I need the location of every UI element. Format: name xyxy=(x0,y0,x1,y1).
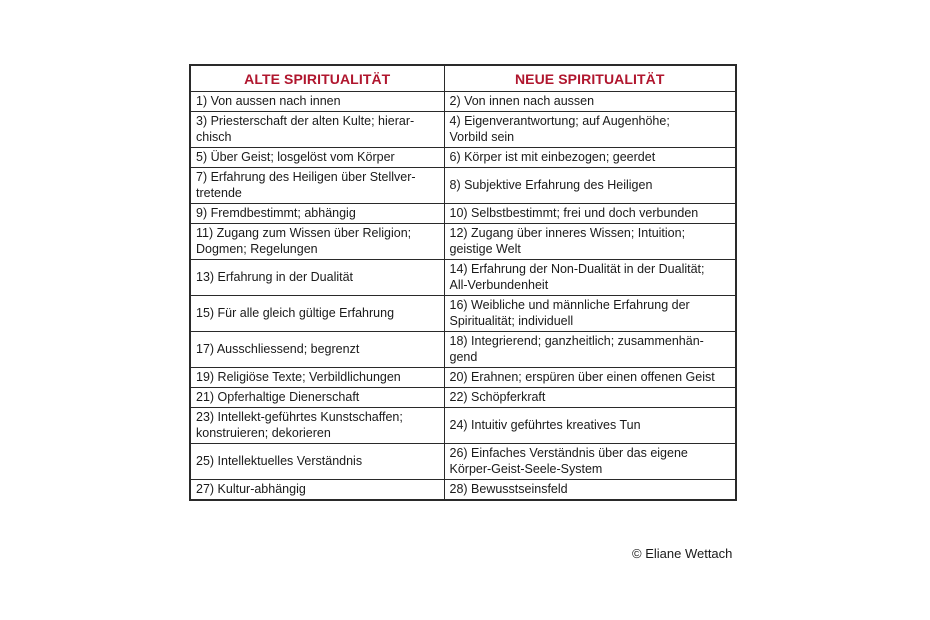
cell-old: 17) Ausschliessend; begrenzt xyxy=(190,332,444,368)
comparison-table xyxy=(189,64,737,501)
table-row xyxy=(190,408,736,444)
cell-old: 15) Für alle gleich gültige Erfahrung xyxy=(190,296,444,332)
cell-old: 23) Intellekt-geführtes Kunstschaffen; konstruieren; dekorieren xyxy=(190,408,444,444)
cell-new: 12) Zugang über inneres Wissen; Intuition; geistige Welt xyxy=(444,224,736,260)
table-header-row xyxy=(190,65,736,92)
cell-new: 20) Erahnen; erspüren über einen offenen Geist xyxy=(444,368,736,388)
cell-old: 21) Opferhaltige Dienerschaft xyxy=(190,388,444,408)
table-row xyxy=(190,168,736,204)
copyright-credit: © Eliane Wettach xyxy=(632,546,733,561)
cell-new: 10) Selbstbestimmt; frei und doch verbunden xyxy=(444,204,736,224)
cell-old: 27) Kultur-abhängig xyxy=(190,480,444,501)
cell-new: 24) Intuitiv geführtes kreatives Tun xyxy=(444,408,736,444)
cell-old: 7) Erfahrung des Heiligen über Stellver- tretende xyxy=(190,168,444,204)
cell-new: 2) Von innen nach aussen xyxy=(444,92,736,112)
comparison-table-container xyxy=(189,64,735,501)
cell-new: 16) Weibliche und männliche Erfahrung der Spiritualität; individuell xyxy=(444,296,736,332)
table-row xyxy=(190,388,736,408)
cell-new: 6) Körper ist mit einbezogen; geerdet xyxy=(444,148,736,168)
table-row xyxy=(190,480,736,501)
cell-new: 18) Integrierend; ganzheitlich; zusammenhän- gend xyxy=(444,332,736,368)
cell-old: 3) Priesterschaft der alten Kulte; hierar- chisch xyxy=(190,112,444,148)
cell-new: 22) Schöpferkraft xyxy=(444,388,736,408)
table-row xyxy=(190,148,736,168)
cell-old: 25) Intellektuelles Verständnis xyxy=(190,444,444,480)
cell-old: 1) Von aussen nach innen xyxy=(190,92,444,112)
cell-old: 9) Fremdbestimmt; abhängig xyxy=(190,204,444,224)
table-row xyxy=(190,224,736,260)
header-old-spirituality: ALTE SPIRITUALITÄT xyxy=(190,65,444,92)
cell-old: 11) Zugang zum Wissen über Religion; Dogmen; Regelungen xyxy=(190,224,444,260)
table-row xyxy=(190,204,736,224)
cell-new: 28) Bewusstseinsfeld xyxy=(444,480,736,501)
cell-new: 4) Eigenverantwortung; auf Augenhöhe; Vorbild sein xyxy=(444,112,736,148)
table-row xyxy=(190,296,736,332)
table-row xyxy=(190,332,736,368)
cell-new: 14) Erfahrung der Non-Dualität in der Dualität; All-Verbundenheit xyxy=(444,260,736,296)
cell-old: 19) Religiöse Texte; Verbildlichungen xyxy=(190,368,444,388)
table-row xyxy=(190,368,736,388)
header-new-spirituality: NEUE SPIRITUALITÄT xyxy=(444,65,736,92)
cell-new: 8) Subjektive Erfahrung des Heiligen xyxy=(444,168,736,204)
table-row xyxy=(190,444,736,480)
cell-old: 5) Über Geist; losgelöst vom Körper xyxy=(190,148,444,168)
cell-old: 13) Erfahrung in der Dualität xyxy=(190,260,444,296)
table-row xyxy=(190,260,736,296)
cell-new: 26) Einfaches Verständnis über das eigene Körper-Geist-Seele-System xyxy=(444,444,736,480)
table-row xyxy=(190,92,736,112)
table-row xyxy=(190,112,736,148)
